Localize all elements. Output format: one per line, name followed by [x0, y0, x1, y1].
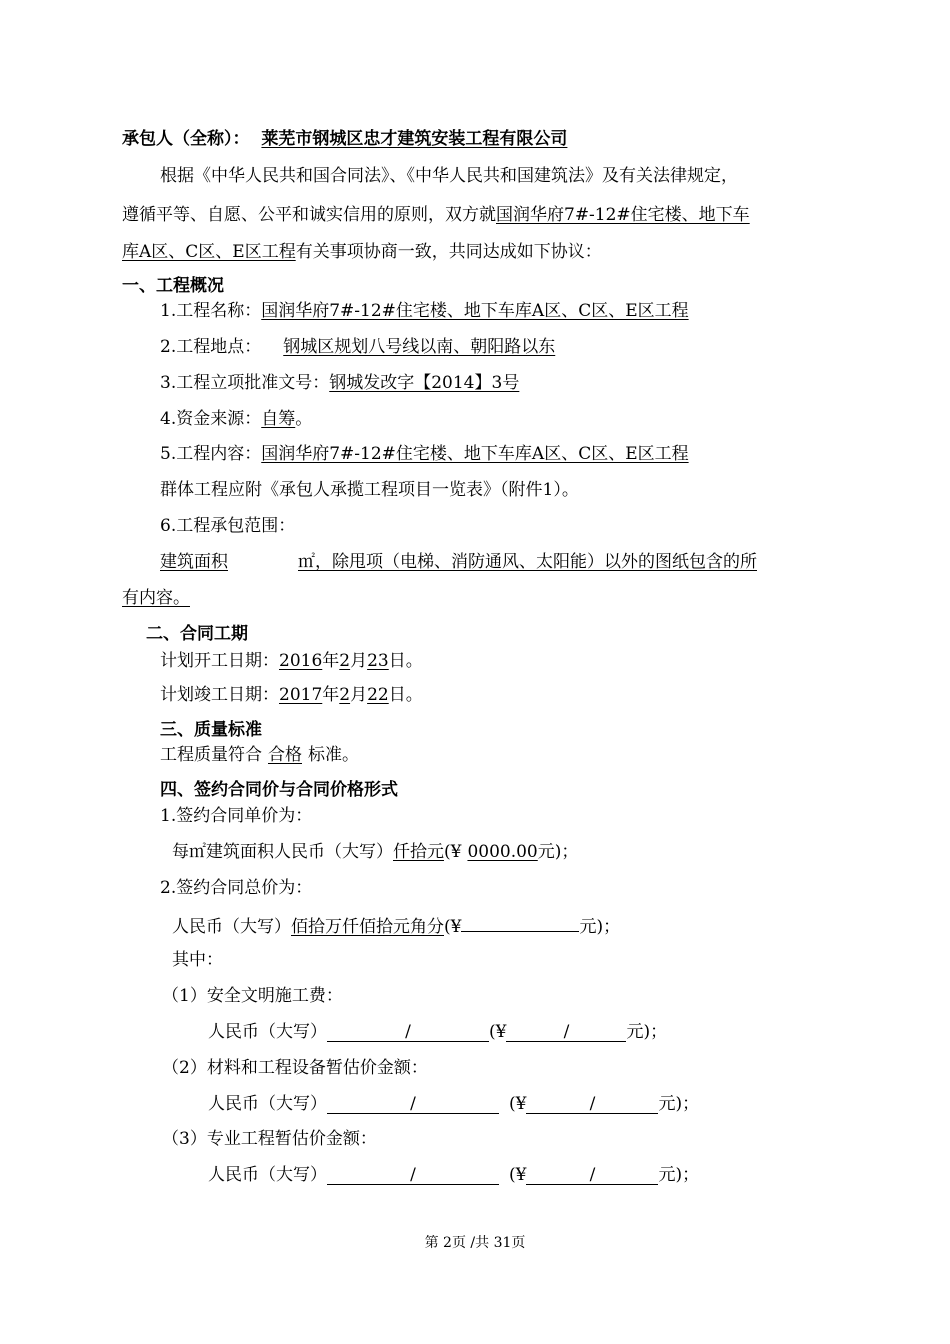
- project-location-item: [160, 336, 569, 358]
- start-date-line: 计划开工日期：2016年2月23日。: [160, 651, 423, 671]
- project-content-item: [160, 443, 689, 465]
- safety-fee-label: （1）安全文明施工费：: [162, 986, 343, 1006]
- unit-price-line: 每㎡建筑面积人民币（大写）仟拾元(¥ 0000.00元)；: [172, 842, 579, 862]
- group-project-note: 群体工程应附《承包人承揽工程项目一览表》（附件1）。: [160, 480, 579, 500]
- among-label: 其中：: [172, 950, 223, 970]
- item-label: 3.工程立项批准文号：: [160, 373, 330, 393]
- intro-line-2: [122, 204, 750, 226]
- contractor-line: [122, 128, 567, 150]
- scope-text: 建筑面积: [160, 552, 228, 572]
- end-date-line: 计划竣工日期：2017年2月22日。: [160, 685, 423, 705]
- safety-fee-words-blank: /: [327, 1023, 489, 1042]
- quality-value: 合格: [268, 745, 302, 765]
- total-price-label: 2.签约合同总价为：: [160, 878, 313, 898]
- scope-text: 有内容。: [122, 588, 190, 608]
- section-2-heading: 二、合同工期: [146, 624, 248, 644]
- total-amount-blank: [461, 913, 579, 932]
- fund-source-value: 自筹: [261, 409, 296, 429]
- quality-line: [160, 744, 359, 766]
- unit-price-words: 仟拾元: [393, 842, 444, 862]
- intro-text: 遵循平等、自愿、公平和诚实信用的原则，双方就: [122, 205, 496, 225]
- start-day: 23: [367, 651, 389, 671]
- scope-line-1: [160, 551, 757, 573]
- project-name-item: [160, 300, 707, 322]
- scope-label: 6.工程承包范围：: [160, 516, 296, 536]
- start-year: 2016: [279, 651, 323, 671]
- unit-price-text: 每㎡建筑面积人民币（大写）: [172, 842, 393, 862]
- section-1-heading: 一、工程概况: [122, 276, 224, 296]
- material-estimate-line: 人民币（大写） / (¥ / 元)；: [208, 1094, 700, 1114]
- professional-estimate-line: 人民币（大写） / (¥ / 元)；: [208, 1165, 700, 1185]
- section-4-heading: 四、签约合同价与合同价格形式: [160, 780, 398, 800]
- professional-amount-blank: /: [526, 1166, 658, 1185]
- end-month: 2: [339, 685, 351, 705]
- safety-fee-amount-blank: /: [506, 1023, 626, 1042]
- approval-number-item: [160, 372, 519, 394]
- material-estimate-label: （2）材料和工程设备暂估价金额：: [162, 1058, 428, 1078]
- item-label: 1.工程名称：: [160, 301, 262, 321]
- material-amount-blank: /: [526, 1095, 658, 1114]
- contractor-label: 承包人（全称）：: [122, 129, 250, 149]
- intro-line-1: 根据《中华人民共和国合同法》、《中华人民共和国建筑法》及有关法律规定，: [160, 166, 738, 186]
- professional-words-blank: /: [327, 1166, 499, 1185]
- scope-text: ㎡，除甩项（电梯、消防通风、太阳能）以外的图纸包含的所: [298, 552, 757, 572]
- unit-price-amount: 0000.00: [467, 842, 538, 862]
- project-content-value: 国润华府7#-12#住宅楼、地下车库A区、C区、E区工程: [261, 444, 689, 464]
- item-label: 2.工程地点：: [160, 337, 262, 357]
- total-price-line: 人民币（大写）佰拾万仟佰拾元角分(¥ 元)；: [172, 913, 620, 938]
- total-price-text: 人民币（大写）: [172, 917, 291, 937]
- page-footer: 第 2页 /共 31页: [424, 1235, 526, 1251]
- material-words-blank: /: [327, 1095, 499, 1114]
- project-name-inline-cont: 库A区、C区、E区工程: [122, 242, 296, 262]
- scope-line-2: [122, 587, 196, 609]
- total-price-words: 佰拾万仟佰拾元角分: [291, 917, 444, 937]
- project-name-inline: 国润华府7#-12#住宅楼、地下车: [496, 205, 750, 225]
- contractor-name: 莱芜市钢城区忠才建筑安装工程有限公司: [261, 129, 568, 149]
- unit-price-label: 1.签约合同单价为：: [160, 806, 313, 826]
- professional-estimate-label: （3）专业工程暂估价金额：: [162, 1129, 377, 1149]
- date-label: 计划开工日期：: [160, 651, 279, 671]
- intro-line-3: [122, 241, 602, 263]
- punctuation: 。: [295, 409, 313, 429]
- section-3-heading: 三、质量标准: [160, 720, 262, 740]
- start-month: 2: [339, 651, 351, 671]
- fund-source-item: [160, 408, 312, 430]
- end-year: 2017: [279, 685, 323, 705]
- quality-text: 标准。: [308, 745, 359, 765]
- approval-number-value: 钢城发改字【2014】3号: [329, 373, 520, 393]
- end-day: 22: [367, 685, 389, 705]
- project-name-value: 国润华府7#-12#住宅楼、地下车库A区、C区、E区工程: [261, 301, 689, 321]
- project-location-value: 钢城区规划八号线以南、朝阳路以东: [283, 337, 556, 357]
- date-label: 计划竣工日期：: [160, 685, 279, 705]
- quality-text: 工程质量符合: [160, 745, 262, 765]
- item-label: 4.资金来源：: [160, 409, 262, 429]
- safety-fee-line: 人民币（大写） / (¥ / 元)；: [208, 1022, 668, 1042]
- item-label: 5.工程内容：: [160, 444, 262, 464]
- intro-text-end: 有关事项协商一致，共同达成如下协议：: [295, 242, 602, 262]
